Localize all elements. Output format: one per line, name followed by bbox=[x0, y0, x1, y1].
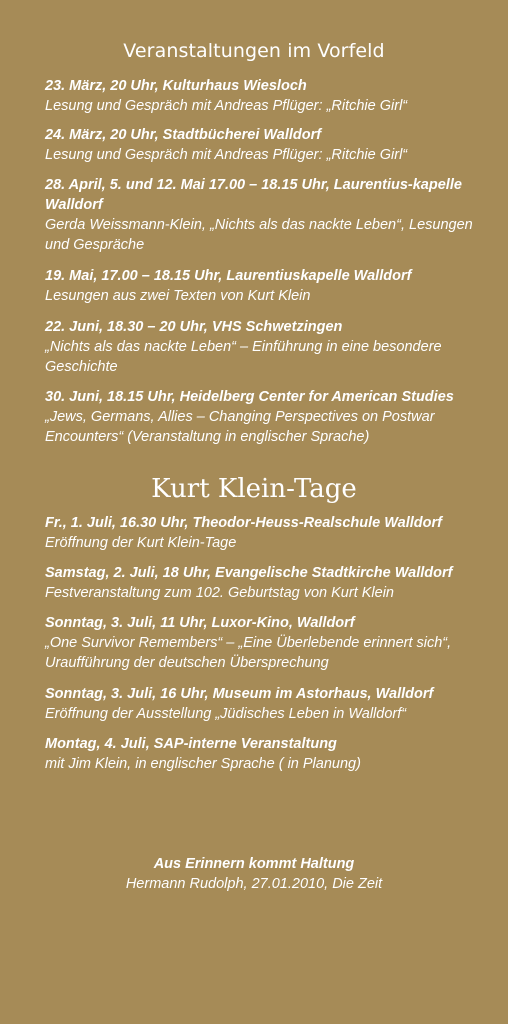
event-item bbox=[45, 613, 485, 673]
event-item bbox=[45, 563, 485, 603]
event-heading: 24. März, 20 Uhr, Stadtbücherei Walldorf bbox=[45, 127, 322, 143]
event-item bbox=[45, 387, 485, 447]
section-title-kurt-klein-tage: Kurt Klein-Tage bbox=[151, 474, 357, 504]
event-description: „Jews, Germans, Allies – Changing Perspectives on Postwar Encounters“ (Veranstaltung in englischer Sprache) bbox=[45, 409, 435, 445]
event-description: Eröffnung der Kurt Klein-Tage bbox=[45, 535, 237, 551]
quote-source: Hermann Rudolph, 27.01.2010, Die Zeit bbox=[125, 876, 383, 892]
event-heading: Fr., 1. Juli, 16.30 Uhr, Theodor-Heuss-Realschule Walldorf bbox=[45, 515, 442, 531]
event-heading: Sonntag, 3. Juli, 11 Uhr, Luxor-Kino, Walldorf bbox=[45, 615, 355, 631]
event-description: Lesung und Gespräch mit Andreas Pflüger: „Ritchie Girl“ bbox=[45, 147, 408, 163]
event-heading: 23. März, 20 Uhr, Kulturhaus Wiesloch bbox=[45, 78, 307, 94]
event-heading: Samstag, 2. Juli, 18 Uhr, Evangelische Stadtkirche Walldorf bbox=[45, 565, 453, 581]
event-item bbox=[45, 266, 485, 306]
event-item bbox=[45, 734, 485, 774]
event-description: Gerda Weissmann-Klein, „Nichts als das nackte Leben“, Lesungen und Gespräche bbox=[45, 217, 473, 253]
event-item bbox=[45, 317, 485, 377]
event-heading: 22. Juni, 18.30 – 20 Uhr, VHS Schwetzingen bbox=[45, 319, 343, 335]
event-description: Lesung und Gespräch mit Andreas Pflüger: „Ritchie Girl“ bbox=[45, 98, 408, 114]
event-description: mit Jim Klein, in englischer Sprache ( in Planung) bbox=[45, 756, 361, 772]
event-description: „Nichts als das nackte Leben“ – Einführung in eine besondere Geschichte bbox=[45, 339, 442, 375]
event-item bbox=[45, 175, 485, 255]
event-description: Festveranstaltung zum 102. Geburtstag von Kurt Klein bbox=[45, 585, 394, 601]
event-item bbox=[45, 125, 485, 165]
quote-block bbox=[0, 854, 508, 894]
event-heading: Montag, 4. Juli, SAP-interne Veranstaltung bbox=[45, 736, 337, 752]
event-item bbox=[45, 513, 485, 553]
event-heading: Sonntag, 3. Juli, 16 Uhr, Museum im Astorhaus, Walldorf bbox=[45, 686, 434, 702]
event-item bbox=[45, 76, 485, 116]
event-description: Eröffnung der Ausstellung „Jüdisches Leben in Walldorf“ bbox=[45, 706, 407, 722]
event-heading: 19. Mai, 17.00 – 18.15 Uhr, Laurentiuskapelle Walldorf bbox=[45, 268, 412, 284]
event-description: „One Survivor Remembers“ – „Eine Überlebende erinnert sich“, Uraufführung der deutschen Übersprechung bbox=[45, 635, 452, 671]
event-item bbox=[45, 684, 485, 724]
quote-text: Aus Erinnern kommt Haltung bbox=[153, 856, 355, 872]
event-description: Lesungen aus zwei Texten von Kurt Klein bbox=[45, 288, 311, 304]
event-heading: 30. Juni, 18.15 Uhr, Heidelberg Center for American Studies bbox=[45, 389, 454, 405]
event-heading: 28. April, 5. und 12. Mai 17.00 – 18.15 Uhr, Laurentius-kapelle Walldorf bbox=[45, 177, 462, 213]
section-title-vorfeld: Veranstaltungen im Vorfeld bbox=[123, 40, 385, 62]
